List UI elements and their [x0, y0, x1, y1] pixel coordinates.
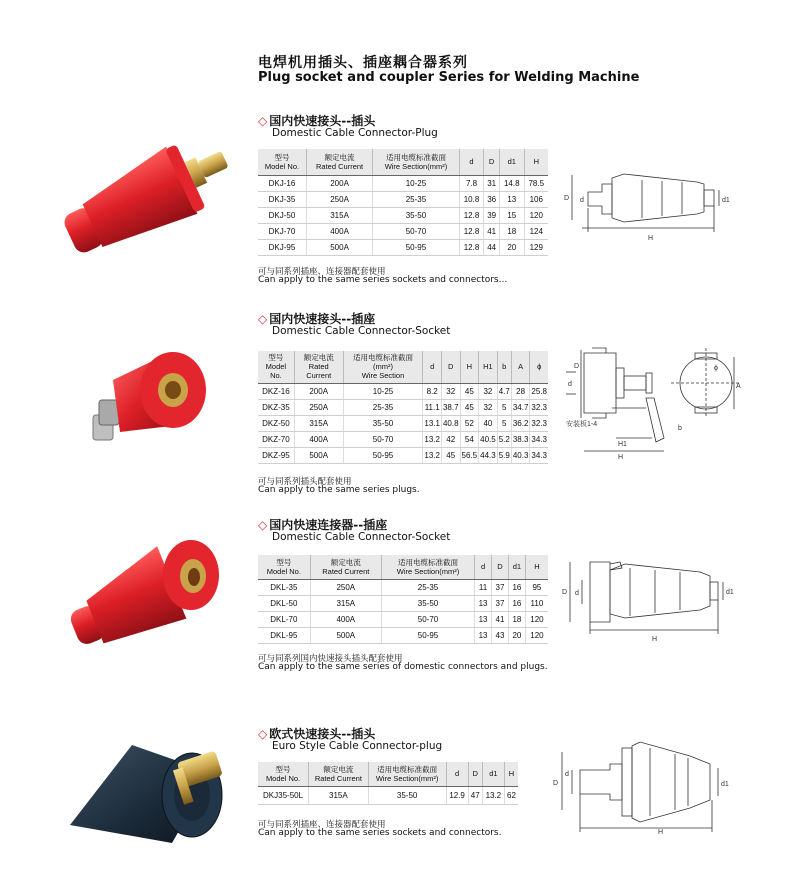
header-H1: H1 [479, 351, 498, 383]
page-title-en: Plug socket and coupler Series for Welding Machine [258, 70, 640, 85]
dim-label-D: D [553, 780, 559, 787]
header-H: H [525, 555, 548, 579]
header-d1: d1 [482, 762, 504, 786]
header-wire: 适用电缆标准截面 Wire Section(mm²) [381, 555, 474, 579]
section-4-note-en: Can apply to the same series sockets and connectors. [258, 828, 502, 838]
dim-label-H: H [618, 454, 624, 461]
header-current: 额定电流 Rated Current [306, 149, 372, 175]
dim-label-d: d [575, 590, 579, 597]
section-1-note-cn: 可与同系列插座、连接器配套使用 [258, 267, 386, 277]
dim-label-H1: H1 [618, 441, 627, 448]
page-title-cn: 电焊机用插头、插座耦合器系列 [258, 55, 468, 71]
section-4-title-cn: ◇ 欧式快速接头--插头 [258, 727, 376, 741]
header-model: 型号 Model No. [258, 351, 294, 383]
section-2-note-en: Can apply to the same series plugs. [258, 485, 420, 495]
dim-label-d: d [568, 381, 572, 388]
section-2-title-cn: ◇ 国内快速接头--插座 [258, 312, 376, 326]
dim-label-H: H [648, 235, 654, 242]
header-current: 额定电流 Rated Current [309, 762, 369, 786]
table-row: DKJ-95 500A 50-95 12.8 44 20 129 [258, 239, 548, 255]
diamond-icon: ◇ [258, 312, 268, 326]
header-H: H [524, 149, 548, 175]
header-D: D [441, 351, 460, 383]
diamond-icon: ◇ [258, 518, 268, 532]
dim-label-plate: 安装板1-4 [566, 421, 598, 428]
header-D: D [468, 762, 482, 786]
dim-label-D: D [562, 589, 568, 596]
section-4-note-cn: 可与同系列插座、连接器配套使用 [258, 820, 386, 830]
diamond-icon: ◇ [258, 114, 268, 128]
coupler-photo-red [55, 530, 225, 655]
section-1-note-en: Can apply to the same series sockets and connectors... [258, 275, 508, 285]
table-row: DKZ-35 250A 25-35 11.1 38.7 45 32 5 34.7 32.3 [258, 399, 548, 415]
header-A: A [511, 351, 530, 383]
header-d: d [475, 555, 492, 579]
section-4-title-en: Euro Style Cable Connector-plug [272, 740, 443, 752]
dim-label-d1: d1 [722, 197, 730, 204]
table-row: DKJ-70 400A 50-70 12.8 41 18 124 [258, 223, 548, 239]
dim-label-D: D [564, 195, 570, 202]
table-row: DKZ-70 400A 50-70 13.2 42 54 40.5 5.2 38.3 34.3 [258, 431, 548, 447]
spec-table-coupler [258, 555, 548, 644]
table-row: DKL-70 400A 50-70 13 41 18 120 [258, 611, 548, 627]
header-model: 型号 Model No. [258, 555, 310, 579]
table-row: DKJ-16 200A 10-25 7.8 31 14.8 78.5 [258, 175, 548, 191]
euro-plug-photo-black [62, 715, 237, 850]
header-d1: d1 [508, 555, 525, 579]
section-3-title-en: Domestic Cable Connector-Socket [272, 531, 451, 543]
table-row: DKZ-95 500A 50-95 13.2 45 56.5 44.3 5.9 40.3 34.3 [258, 447, 548, 463]
table-row: DKJ35-50L 315A 35-50 12.9 47 13.2 62 [258, 786, 518, 804]
table-row: DKZ-16 200A 10-25 8.2 32 45 32 4.7 28 25.8 [258, 383, 548, 399]
table-row: DKJ-35 250A 25-35 10.8 36 13 106 [258, 191, 548, 207]
section-2-title-en: Domestic Cable Connector-Socket [272, 325, 451, 337]
plug-photo-red [55, 130, 250, 260]
header-d: d [459, 149, 484, 175]
table-row: DKZ-50 315A 35-50 13.1 40.8 52 40 5 36.2 32.3 [258, 415, 548, 431]
section-3-note-en: Can apply to the same series of domestic connectors and plugs. [258, 662, 548, 672]
header-phi: ϕ [530, 351, 548, 383]
socket-photo-red [85, 340, 220, 450]
header-H: H [504, 762, 518, 786]
table-row: DKL-35 250A 25-35 11 37 16 95 [258, 579, 548, 595]
header-model: 型号 Model No. [258, 149, 306, 175]
header-d: d [423, 351, 442, 383]
dim-label-D: D [574, 363, 580, 370]
table-row: DKJ-50 315A 35-50 12.8 39 15 120 [258, 207, 548, 223]
header-b: b [497, 351, 511, 383]
dim-label-d: d [580, 197, 584, 204]
dim-label-H: H [658, 829, 664, 835]
header-H: H [460, 351, 479, 383]
section-3-note-cn: 可与同系列国内快速接头插头配套使用 [258, 654, 403, 664]
table-row: DKL-95 500A 50-95 13 43 20 120 [258, 627, 548, 643]
spec-table-socket [258, 351, 548, 464]
socket-drawing [556, 338, 746, 463]
header-current: 额定电流 Rated Current [310, 555, 381, 579]
section-1-title-cn: ◇ 国内快速接头--插头 [258, 114, 376, 128]
dim-label-phi: ϕ [714, 365, 718, 372]
dim-label-A: A [736, 383, 741, 390]
table-row: DKL-50 315A 35-50 13 37 16 110 [258, 595, 548, 611]
dim-label-H: H [652, 636, 658, 643]
header-d: d [446, 762, 468, 786]
euro-plug-drawing [550, 730, 740, 835]
header-wire: 适用电缆标准截面 Wire Section(mm²) [373, 149, 460, 175]
header-wire: 适用电缆标准截面(mm²) Wire Section [343, 351, 423, 383]
header-wire: 适用电缆标准截面 Wire Section(mm²) [368, 762, 446, 786]
section-3-title-cn: ◇ 国内快速连接器--插座 [258, 518, 388, 532]
diamond-icon: ◇ [258, 727, 268, 741]
plug-drawing [562, 160, 742, 245]
header-D: D [484, 149, 500, 175]
header-current: 额定电流 Rated Current [294, 351, 343, 383]
dim-label-d: d [565, 771, 569, 778]
coupler-drawing [560, 550, 740, 645]
section-1-title-en: Domestic Cable Connector-Plug [272, 127, 438, 139]
spec-table-plug [258, 149, 548, 256]
section-2-note-cn: 可与同系列插头配套使用 [258, 477, 352, 487]
header-model: 型号 Model No. [258, 762, 309, 786]
spec-table-euro-plug [258, 762, 518, 805]
header-D: D [492, 555, 509, 579]
dim-label-d1: d1 [726, 589, 734, 596]
dim-label-d1: d1 [721, 781, 729, 788]
dim-label-b: b [678, 425, 682, 432]
header-d1: d1 [500, 149, 525, 175]
